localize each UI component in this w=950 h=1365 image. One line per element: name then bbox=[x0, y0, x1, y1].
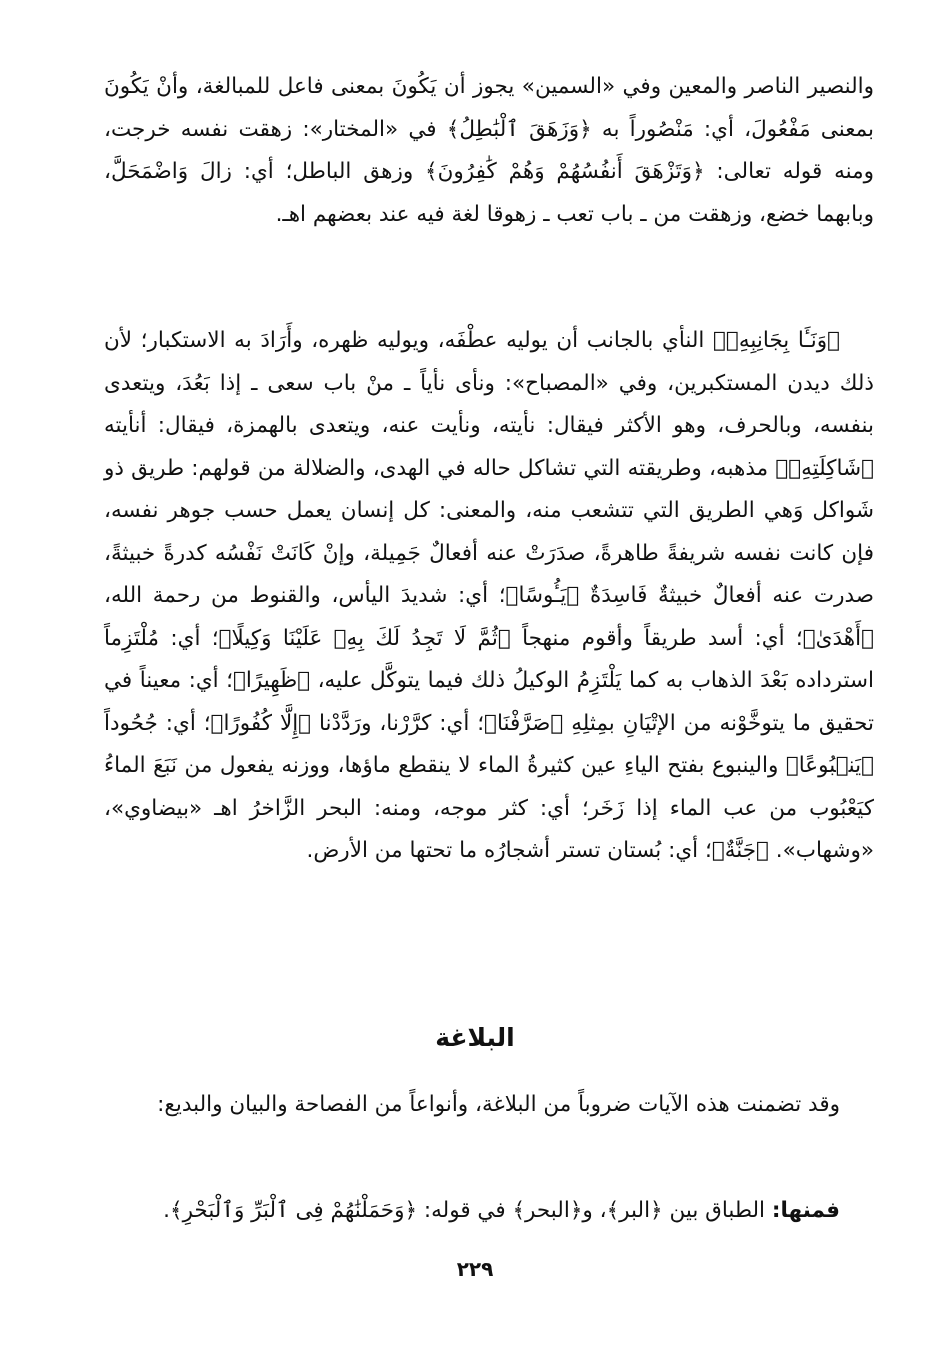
paragraph-intro-text: وقد تضمنت هذه الآيات ضروباً من البلاغة، وأنواعاً من الفصاحة والبيان والبديع: bbox=[157, 1092, 840, 1117]
section-heading-balagha: البلاغة bbox=[435, 1023, 515, 1052]
paragraph-zahaqa: والنصير الناصر والمعين وفي «السمين» يجوز أن يَكُونَ بمعنى فاعل للمبالغة، وأنْ يَكُونَ بمعنى مَفْعُولَ، أي: مَنْصُوراً به ﴿وَزَهَقَ ٱلْبَٰطِلُ﴾ في «المختار»: زهقت نفسه خرجت، ومنه قوله تعالى: ﴿وَتَزْهَقَ أَنفُسُهُمْ وَهُمْ كَٰفِرُونَ﴾ وزهق الباطل؛ أي: زالَ وَاضْمَحَلَّ، وبابهما خضع، وزهقت من ـ باب تعب ـ زهوقا لغة فيه عند بعضهم اهـ. bbox=[104, 74, 874, 227]
page-number: ٢٢٩ bbox=[456, 1257, 494, 1281]
paragraph-first-point bbox=[104, 1190, 874, 1233]
first-point-lead: فمنها: bbox=[771, 1198, 840, 1223]
paragraph-intro bbox=[104, 1083, 874, 1127]
paragraph-naa-text: ﴿وَنَـَٔا بِجَانِبِهِۦ﴾ النأي بالجانب أن يوليه عطْفَه، ويوليه ظهره، وأَرَادَ به الاستكبار؛ لأن ذلك ديدن المستكبرين، وفي «المصباح»: ونأى نأياً ـ منْ باب سعى ـ إذا بَعُدَ، ويتعدى بنفسه، وبالحرف، وهو الأكثر فيقال: نأيته، ونأيت عنه، ويتعدى بالهمزة، فيقال: أنأيته ﴿شَاكِلَتِهِۦ﴾ مذهبه، وطريقته التي تشاكل حاله في الهدى، والضلالة من قولهم: طريق ذو شَواكل وَهي الطريق التي تتشعب منه، والمعنى: كل إنسان يعمل حسب جوهر نفسه، فإن كانت نفسه شريفةً طاهرةً، صدَرَتْ عنه أفعالٌ جَمِيلة، وإنْ كَانَتْ نَفْسُه كدرةً خبيثةً، صدرت عنه أفعالٌ خبيثةٌ فَاسِدَةٌ ﴿يَـُٔوسًا﴾؛ أي: شديدَ اليأس، والقنوط من رحمة الله، ﴿أَهْدَىٰ﴾؛ أي: أسد طريقاً وأقوم منهجاً ﴿ثُمَّ لَا تَجِدُ لَكَ بِهِۦ عَلَيْنَا وَكِيلًا﴾؛ أي: مُلْتَزِماً استرداده بَعْدَ الذهاب به كما يَلْتَزِمُ الوكيلُ ذلك فيما يتوكَّل عليه، ﴿ظَهِيرًا﴾؛ أي: معيناً في تحقيق ما يتوخَّوْنه من الإتْيَانِ بمِثلِهِ ﴿صَرَّفْنَا﴾؛ أي: كرَّرْنا، ورَدَّدْنا ﴿إِلَّا كُفُورًا﴾؛ أي: جُحُوداً ﴿يَنۢبُوعًا﴾ والينبوع بفتح الياءِ عين كثيرةُ الماء لا ينقطع ماؤها، ووزنه يفعول من نَبَعَ الماءُ كيَعْبُوب من عب الماء إذا زَخَر؛ أي: كثر موجه، ومنه: البحر الزَّاخرُ اهـ «بيضاوي»، «وشهاب». ﴿جَنَّةٌ﴾؛ أي: بُستان تستر أشجارُه ما تحتها من الأرض. bbox=[104, 328, 874, 863]
paragraph-naa-bi-janibihi bbox=[104, 320, 874, 873]
first-point-text: الطباق بين ﴿البر﴾، و﴿البحر﴾ في قوله: ﴿وَحَمَلْنَٰهُمْ فِى ٱلْبَرِّ وَٱلْبَحْرِ﴾. bbox=[163, 1198, 772, 1223]
